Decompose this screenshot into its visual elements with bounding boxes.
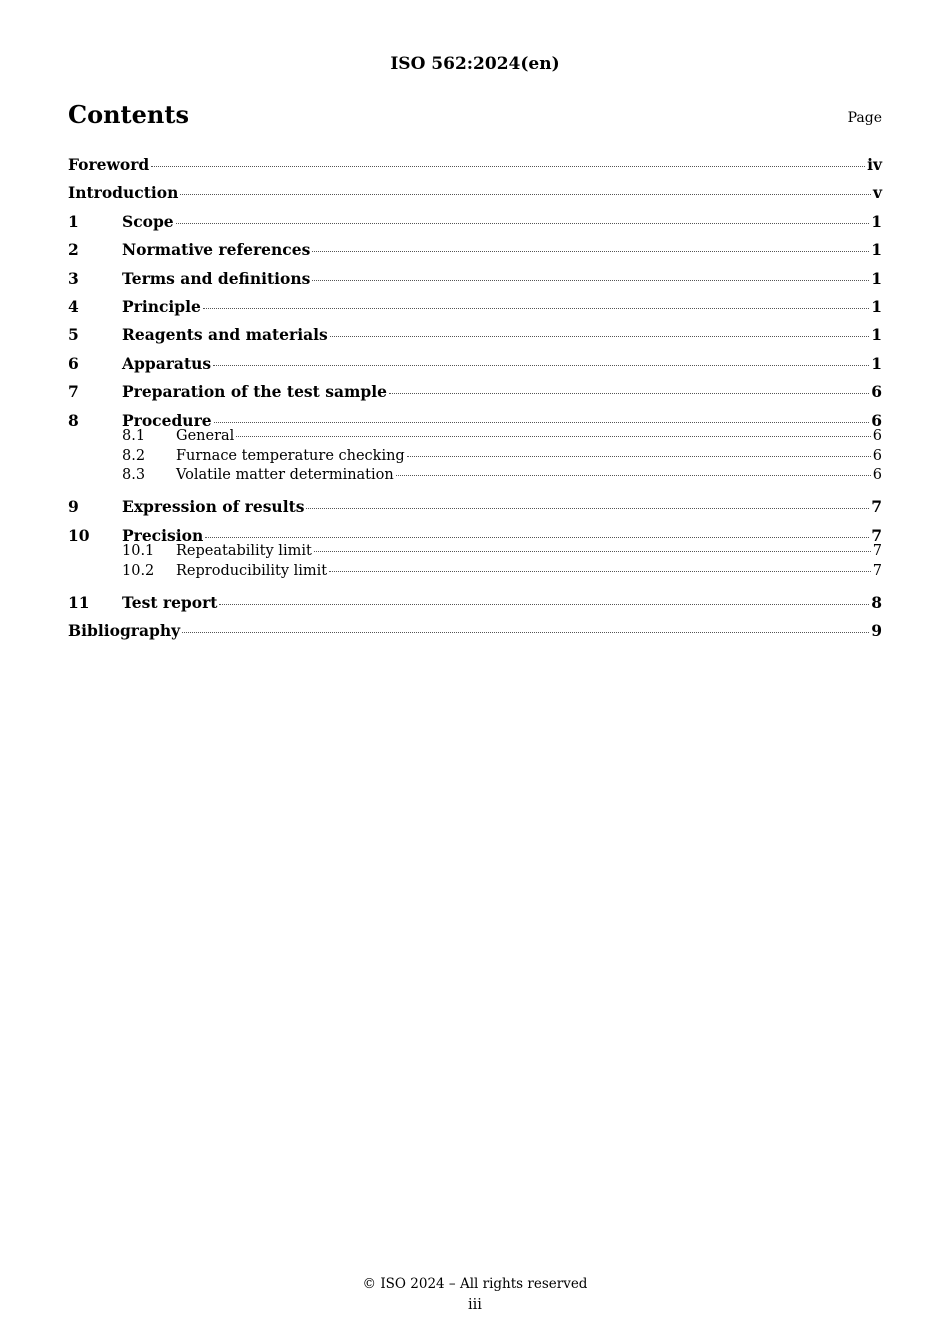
toc-entry-procedure[interactable] <box>68 408 882 428</box>
dot-leader <box>314 551 871 552</box>
toc-entry-title: Introduction <box>68 183 179 203</box>
toc-entry-precision[interactable] <box>68 523 882 543</box>
toc-entry-number: 6 <box>68 353 79 373</box>
dot-leader <box>330 336 869 337</box>
toc-subentry-title: Volatile matter determination <box>176 466 394 483</box>
toc-entry-title: Bibliography <box>68 621 181 641</box>
toc-subentry-page: 6 <box>872 466 882 483</box>
toc-entry-page: 1 <box>871 325 882 345</box>
toc-entry-introduction[interactable] <box>68 180 882 208</box>
toc-subentry-general[interactable] <box>68 427 882 446</box>
dot-leader <box>214 422 870 423</box>
dot-leader <box>213 365 869 366</box>
toc-entry-number: 2 <box>68 240 79 260</box>
dot-leader <box>396 475 871 476</box>
toc-entry-terms-and-definitions[interactable] <box>68 266 882 294</box>
toc-subentry-page: 7 <box>872 562 882 579</box>
toc-entry-scope[interactable] <box>68 209 882 237</box>
toc-subentry-title: Furnace temperature checking <box>176 447 405 464</box>
toc-entry-page: iv <box>867 155 882 174</box>
toc-entry-page: 6 <box>871 410 882 430</box>
toc-entry-bibliography[interactable] <box>68 618 882 646</box>
toc-entry-reagents-and-materials[interactable] <box>68 322 882 350</box>
toc-entry-principle[interactable] <box>68 294 882 322</box>
toc-subentry-furnace-temperature-checking[interactable] <box>68 447 882 466</box>
toc-entry-preparation-of-test-sample[interactable] <box>68 379 882 407</box>
dot-leader <box>407 456 871 457</box>
toc-entry-number: 9 <box>68 497 79 517</box>
toc-entry-title: Terms and definitions <box>122 268 311 288</box>
dot-leader <box>176 223 870 224</box>
toc-entry-number: 7 <box>68 382 79 402</box>
dot-leader <box>219 604 869 605</box>
toc-entry-expression-of-results[interactable] <box>68 494 882 522</box>
toc-subentry-volatile-matter-determination[interactable] <box>68 466 882 485</box>
toc-entry-number: 11 <box>68 593 90 613</box>
toc-entry-page: 9 <box>871 621 882 641</box>
toc-entry-number: 8 <box>68 410 79 430</box>
toc-subentry-title: General <box>176 428 235 445</box>
toc-subentry-reproducibility-limit[interactable] <box>68 562 882 581</box>
toc-entry-title: Apparatus <box>122 353 212 373</box>
toc-entry-number: 10 <box>68 525 90 545</box>
toc-entry-title: Precision <box>122 525 204 545</box>
toc-subentry-repeatability-limit[interactable] <box>68 542 882 561</box>
dot-leader <box>312 251 869 252</box>
table-of-contents <box>68 152 882 647</box>
toc-subentry-number: 8.3 <box>122 466 146 483</box>
toc-subentry-number: 8.1 <box>122 428 146 445</box>
toc-entry-title: Expression of results <box>122 497 305 517</box>
dot-leader <box>389 393 869 394</box>
toc-entry-test-report[interactable] <box>68 590 882 618</box>
dot-leader <box>312 280 869 281</box>
dot-leader <box>329 571 871 572</box>
page-column-label: Page <box>847 110 882 126</box>
dot-leader <box>151 166 865 167</box>
toc-entry-title: Procedure <box>122 410 212 430</box>
toc-subentry-page: 7 <box>872 543 882 560</box>
toc-entry-title: Normative references <box>122 240 311 260</box>
copyright-notice: © ISO 2024 – All rights reserved <box>362 1276 588 1292</box>
toc-entry-page: 1 <box>871 268 882 288</box>
toc-entry-page: 8 <box>871 593 882 613</box>
toc-entry-page: 1 <box>871 211 882 231</box>
toc-subentry-number: 8.2 <box>122 447 146 464</box>
page-number: iii <box>468 1297 482 1313</box>
toc-entry-page: 6 <box>871 382 882 402</box>
toc-entry-number: 1 <box>68 211 79 231</box>
toc-entry-page: 7 <box>871 497 882 517</box>
dot-leader <box>203 308 869 309</box>
toc-entry-title: Principle <box>122 296 201 316</box>
dot-leader <box>180 194 871 195</box>
toc-entry-apparatus[interactable] <box>68 351 882 379</box>
dot-leader <box>236 436 870 437</box>
toc-entry-title: Reagents and materials <box>122 325 328 345</box>
toc-subentry-number: 10.1 <box>122 543 155 560</box>
toc-subentry-number: 10.2 <box>122 562 155 579</box>
toc-entry-title: Preparation of the test sample <box>122 382 387 402</box>
toc-entry-number: 5 <box>68 325 79 345</box>
toc-entry-page: 1 <box>871 353 882 373</box>
toc-entry-page: 1 <box>871 240 882 260</box>
toc-subentry-title: Repeatability limit <box>176 543 312 560</box>
toc-entry-title: Test report <box>122 593 218 613</box>
toc-entry-number: 3 <box>68 268 79 288</box>
toc-subentry-page: 6 <box>872 447 882 464</box>
toc-entry-title: Foreword <box>68 155 150 174</box>
toc-entry-normative-references[interactable] <box>68 237 882 265</box>
dot-leader <box>182 632 869 633</box>
dot-leader <box>205 537 869 538</box>
toc-entry-page: 1 <box>871 296 882 316</box>
toc-entry-page: 7 <box>871 525 882 545</box>
toc-subentry-title: Reproducibility limit <box>176 562 328 579</box>
toc-entry-title: Scope <box>122 211 174 231</box>
document-header: ISO 562:2024(en) <box>390 54 560 74</box>
contents-heading: Contents <box>68 100 189 129</box>
toc-entry-foreword[interactable] <box>68 152 882 180</box>
toc-subentry-page: 6 <box>872 428 882 445</box>
toc-entry-number: 4 <box>68 296 79 316</box>
dot-leader <box>306 508 869 509</box>
toc-entry-page: v <box>872 183 882 203</box>
